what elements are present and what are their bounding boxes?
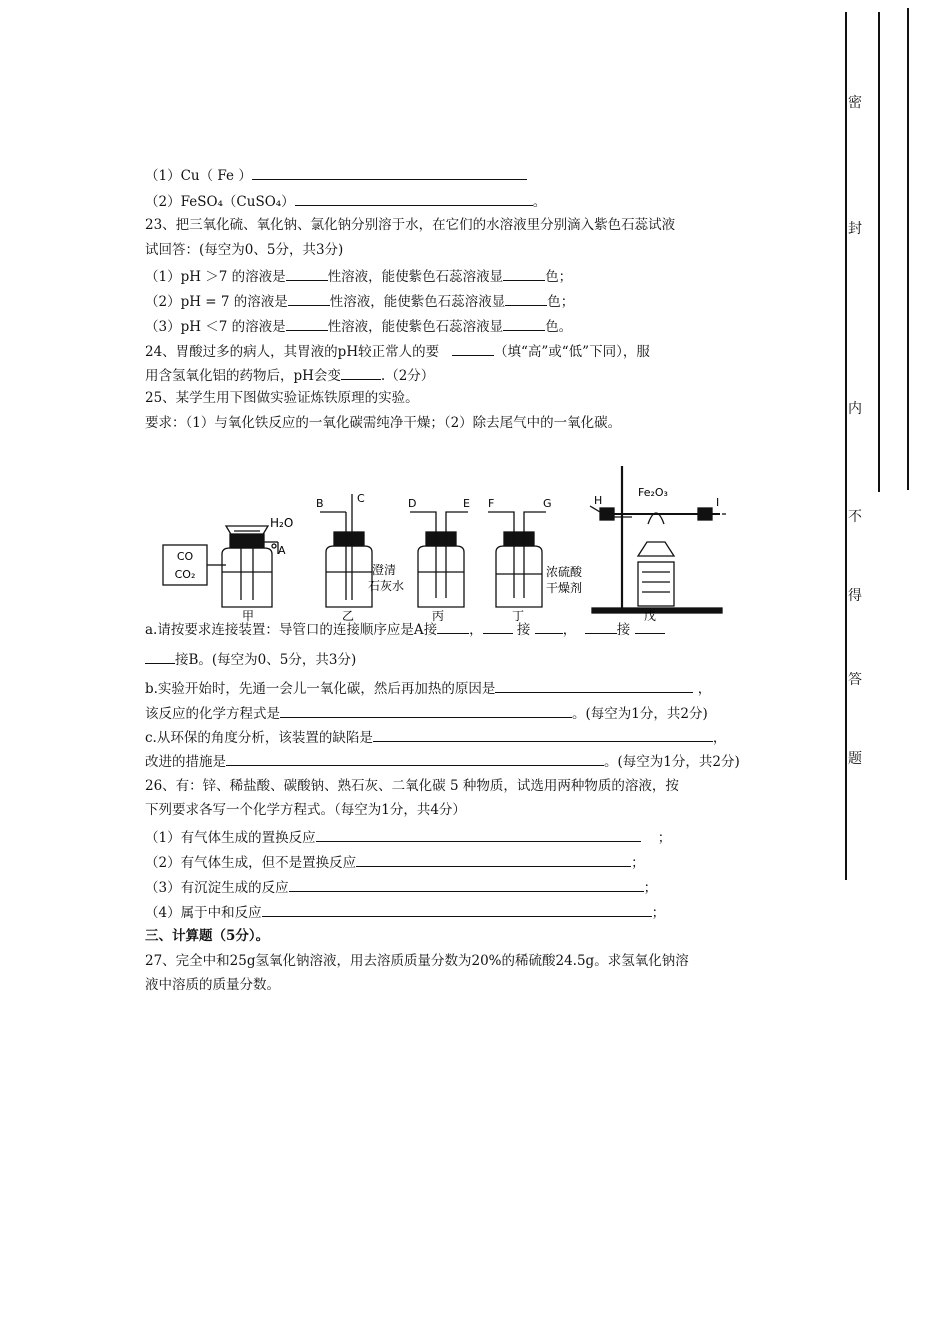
- apparatus-ding-label: 丁: [512, 609, 525, 622]
- q25-requirements: 要求：（1）与氧化铁反应的一氧化碳需纯净干燥；（2）除去尾气中的一氧化碳。: [145, 415, 622, 431]
- q23-stem-1: 23、把三氧化硫、氧化钠、氯化钠分别溶于水，在它们的水溶液里分别滴入紫色石蕊试液: [145, 217, 676, 233]
- q22-line-2-end: 。: [532, 194, 547, 210]
- burner-top: [638, 542, 674, 556]
- answer-blank[interactable]: [503, 316, 545, 331]
- q23-item-2: [145, 291, 574, 311]
- stopper-jia: [230, 534, 264, 548]
- q24-text: （填“高”或“低”下同），服: [493, 344, 650, 360]
- stopper-yi: [334, 532, 364, 546]
- q25-text: 改进的措施是: [145, 754, 226, 770]
- acid-label-1: 浓硫酸: [546, 565, 583, 579]
- q25-a-line-1: [145, 619, 665, 639]
- q27-line-1: 27、完全中和25g氢氧化钠溶液，用去溶质质量分数为20%的稀硫酸24.5g。求氢氧化钠溶: [145, 953, 689, 969]
- q25-text: ，: [697, 681, 712, 697]
- answer-blank[interactable]: [483, 619, 513, 634]
- answer-blank[interactable]: [635, 619, 665, 634]
- apparatus-diagram: [160, 462, 750, 622]
- port-h-label: H: [594, 494, 603, 507]
- answer-blank[interactable]: [316, 827, 641, 842]
- q25-text: 接: [516, 622, 531, 638]
- answer-blank[interactable]: [286, 266, 328, 281]
- q24-text: .（2分）: [380, 368, 435, 384]
- bottle-jia: [222, 548, 272, 607]
- seal-line-right: [878, 12, 880, 492]
- q25-text: ，: [562, 622, 577, 638]
- answer-blank[interactable]: [341, 365, 381, 380]
- q25-text: ，: [469, 622, 483, 638]
- stopper-ding: [504, 532, 534, 546]
- seal-line-outer: [907, 8, 909, 490]
- q26-item-text: （4）属于中和反应: [145, 905, 262, 921]
- answer-blank[interactable]: [535, 619, 563, 634]
- section-3-title: 三、计算题（5分）。: [145, 928, 270, 944]
- q23-item-1: [145, 266, 572, 286]
- q23-item-text: （2）pH = 7 的溶液是: [145, 294, 288, 310]
- port-f-label: F: [488, 497, 495, 510]
- q23-item-3: [145, 316, 572, 336]
- q23-item-text: 性溶液，能使紫色石蕊溶液显: [327, 269, 504, 285]
- q26-item-text: （3）有沉淀生成的反应: [145, 880, 289, 896]
- q24-text: 24、胃酸过多的病人，其胃液的pH较正常人的要: [145, 344, 440, 360]
- q25-text: a.请按要求连接装置：导管口的连接顺序应是A接: [145, 622, 438, 638]
- q25-text: c.从环保的角度分析，该装置的缺陷是: [145, 730, 373, 746]
- q25-a-line-2: [145, 649, 356, 669]
- q25-b-line-2: [145, 703, 708, 723]
- q26-item-text: （2）有气体生成，但不是置换反应: [145, 855, 357, 871]
- q25-text: 该反应的化学方程式是: [145, 706, 280, 722]
- q27-line-2: 液中溶质的质量分数。: [145, 977, 280, 993]
- q24-text: 用含氢氧化铝的药物后，pH会变: [145, 368, 341, 384]
- fe2o3-label: Fe₂O₃: [638, 486, 668, 499]
- q23-item-text: 色；: [547, 294, 575, 310]
- stopper-bing: [426, 532, 456, 546]
- q26-item-text: （1）有气体生成的置换反应: [145, 830, 316, 846]
- gas-co2-label: CO₂: [174, 568, 196, 581]
- apparatus-jia-label: 甲: [242, 609, 255, 622]
- q26-item-end: ；: [657, 830, 672, 846]
- seal-char-3: 内: [848, 401, 862, 417]
- bottle-bing: [418, 546, 464, 607]
- answer-blank[interactable]: [289, 877, 644, 892]
- acid-label-2: 干燥剂: [546, 581, 583, 595]
- gas-co-label: CO: [176, 550, 194, 563]
- limewater-label-2: 石灰水: [368, 579, 405, 593]
- q25-text: b.实验开始时，先通一会儿一氧化碳，然后再加热的原因是: [145, 681, 496, 697]
- apparatus-bing-label: 丙: [432, 609, 445, 622]
- seal-char-5: 得: [848, 588, 862, 604]
- q22-line-2: [145, 191, 546, 211]
- q24-line-2: [145, 365, 434, 385]
- iron-stand-base: [592, 608, 722, 613]
- water-label: H₂O: [270, 516, 294, 530]
- q23-item-text: 色；: [545, 269, 573, 285]
- apparatus-yi-label: 乙: [342, 609, 355, 622]
- seal-char-7: 题: [848, 751, 862, 767]
- q25-text: 接B。(每空为0、5分，共3分): [175, 652, 357, 668]
- port-i-label: I: [716, 496, 720, 509]
- seal-char-1: 密: [848, 95, 862, 111]
- answer-blank[interactable]: [252, 165, 527, 180]
- q23-stem-2: 试回答：(每空为0、5分，共3分): [145, 242, 344, 258]
- answer-blank[interactable]: [262, 902, 652, 917]
- q23-item-text: 色。: [545, 319, 573, 335]
- answer-blank[interactable]: [288, 291, 330, 306]
- seal-char-4: 不: [848, 509, 862, 525]
- answer-blank[interactable]: [437, 619, 469, 634]
- q25-text: 。(每空为1分，共2分): [572, 706, 708, 722]
- answer-blank[interactable]: [503, 266, 545, 281]
- q25-text: ，: [712, 730, 727, 746]
- port-b-label: B: [316, 497, 324, 510]
- q26-item-4: [145, 902, 665, 922]
- q23-item-text: （1）pH ＞7 的溶液是: [145, 269, 286, 285]
- answer-blank[interactable]: [373, 727, 713, 742]
- q25-c-line-1: [145, 727, 726, 747]
- q25-text: 接: [616, 622, 631, 638]
- q22-line-1: [145, 165, 527, 185]
- q26-item-1: [145, 827, 671, 847]
- answer-blank[interactable]: [452, 341, 494, 356]
- q26-item-2: [145, 852, 645, 872]
- q25-b-line-1: [145, 678, 711, 698]
- answer-blank[interactable]: [286, 316, 328, 331]
- port-e-label: E: [463, 497, 470, 510]
- answer-blank[interactable]: [280, 703, 572, 718]
- answer-blank[interactable]: [226, 751, 604, 766]
- q23-item-text: （3）pH ＜7 的溶液是: [145, 319, 286, 335]
- answer-blank[interactable]: [585, 619, 617, 634]
- port-d-label: D: [408, 497, 417, 510]
- q23-item-text: 性溶液，能使紫色石蕊溶液显: [327, 319, 504, 335]
- apparatus-wu-label: 戊: [644, 609, 657, 622]
- answer-blank[interactable]: [505, 291, 547, 306]
- answer-blank[interactable]: [295, 191, 533, 206]
- q25-c-line-2: [145, 751, 740, 771]
- q26-item-end: ；: [631, 855, 645, 871]
- q24-line-1: [145, 341, 650, 361]
- seal-char-6: 答: [848, 672, 862, 688]
- q26-item-end: ；: [643, 880, 658, 896]
- q26-stem-2: 下列要求各写一个化学方程式。（每空为1分，共4分）: [145, 802, 466, 818]
- q22-line-2-text: （2）FeSO₄（CuSO₄）: [145, 194, 295, 210]
- q25-text: 。(每空为1分，共2分): [604, 754, 740, 770]
- port-c-label: C: [357, 492, 365, 505]
- answer-blank[interactable]: [356, 852, 631, 867]
- answer-blank[interactable]: [495, 678, 693, 693]
- seal-line-left: [845, 12, 847, 880]
- q23-item-text: 性溶液，能使紫色石蕊溶液显: [329, 294, 506, 310]
- q26-item-end: ；: [651, 905, 666, 921]
- bottle-ding: [496, 546, 542, 607]
- limewater-label-1: 澄清: [372, 563, 397, 577]
- port-a-label: A: [278, 544, 286, 557]
- q22-line-1-text: （1）Cu（ Fe ）: [145, 168, 252, 184]
- burner-body: [638, 562, 674, 606]
- q26-stem-1: 26、有：锌、稀盐酸、碳酸钠、熟石灰、二氧化碳 5 种物质，试选用两种物质的溶液，按: [145, 778, 679, 794]
- bottle-yi: [326, 546, 372, 607]
- q26-item-3: [145, 877, 657, 897]
- port-g-label: G: [543, 497, 552, 510]
- seal-char-2: 封: [848, 221, 862, 237]
- answer-blank[interactable]: [145, 649, 175, 664]
- q25-stem: 25、某学生用下图做实验证炼铁原理的实验。: [145, 390, 419, 406]
